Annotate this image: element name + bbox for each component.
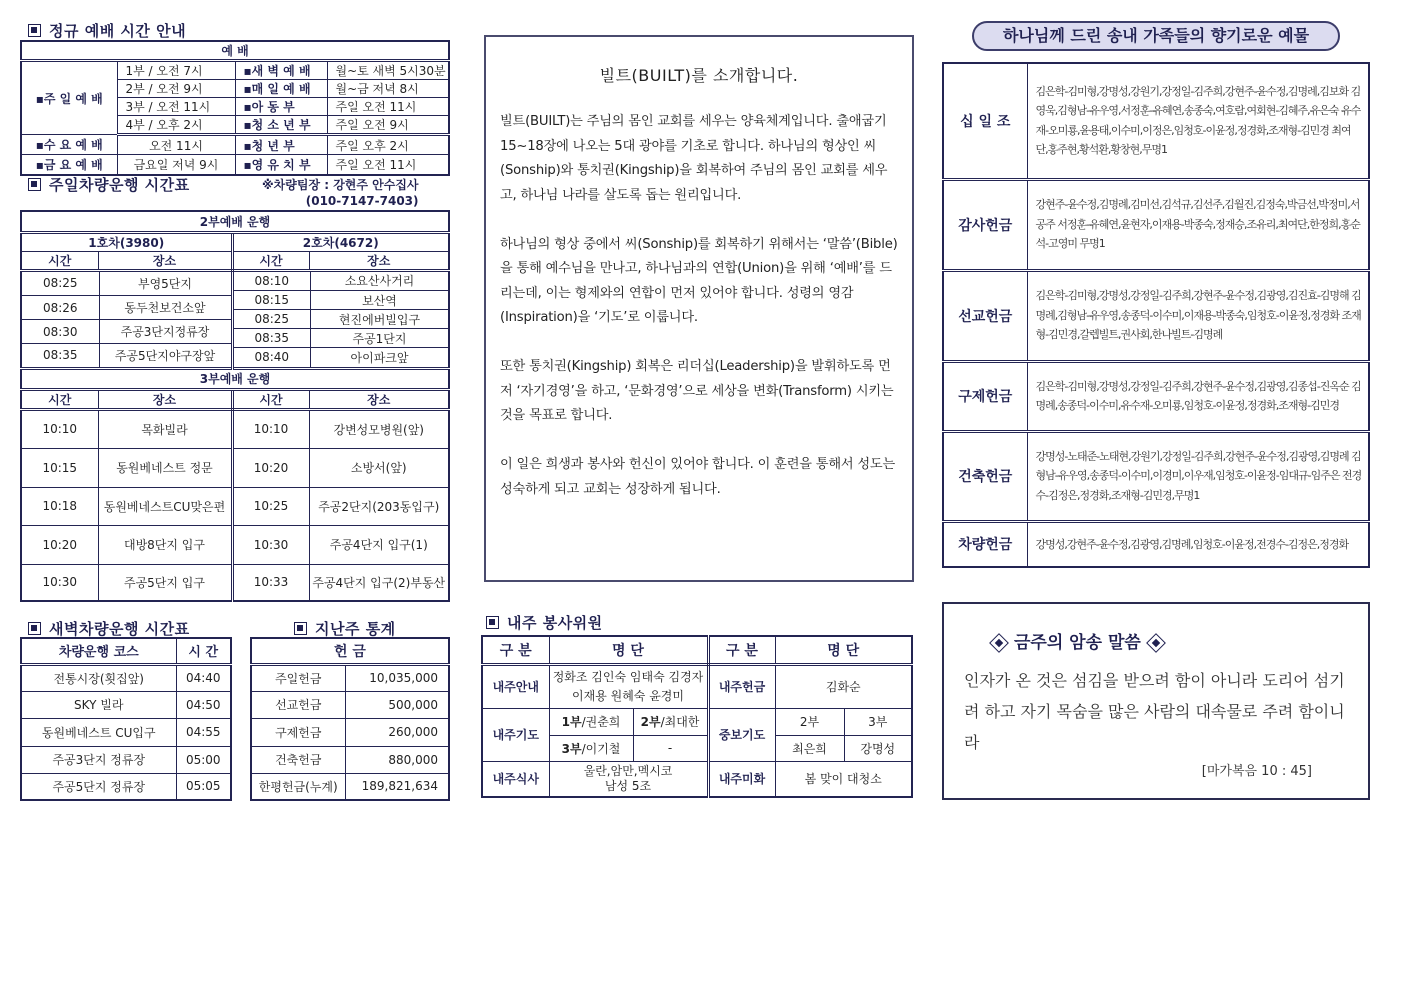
table-row: 10:30 주공5단지 입구 10:33 주공4단지 입구(2)부동산 (21, 564, 449, 601)
memory-verse-text: 인자가 온 것은 섬김을 받으려 함이 아니라 도리어 섬기려 하고 자기 목숨을 많은 사람의 대속물로 주려 함이니라 (964, 671, 1345, 752)
volunteers-table: 구 분 명 단 구 분 명 단 내주안내 정화조 김인숙 임태숙 김경자 이재용 원혜숙 윤경미 내주헌금 김화순 내주기도 1부/권춘희 2부/최대한 중보기도 2부 3부 3부/이기철 - 최은희 강명성 내주식사 울란,암만,멕시코 남성 5조 내주미화 봄 맞이 대청소 (481, 635, 913, 798)
table-row: 10:15 동원베네스트 정문 10:20 소방서(앞) (21, 448, 449, 487)
dawn-bus-table: 차량운행 코스 시 간 전통시장(횟집앞) 04:40 SKY 빌라 04:50 동원베네스트 CU입구 04:55 주공3단지 정류장 05:00 주공5단지 정류장 05:05 (20, 637, 232, 801)
offering-row: 십 일 조 김은학-김미형,강명성,강원기,강정일-김주희,강현주-윤수정,김명례,김보화 김영욱,김형남-유우영,서정훈-유혜연,송종숙,여호람,여회현-김혜주,유은숙 유수재-오미룡,윤용태,이수미,이정은,임청호-이윤정,정경화,조재형-김민경 최여단,홍주현,황석환,황창현,무명1 (943, 63, 1369, 179)
square-bullet-icon (486, 616, 499, 629)
table-row: 주공3단지 정류장 05:00 (21, 746, 231, 773)
offering-row: 구제헌금 김은학-김미형,강명성,강정일-김주희,강현주-윤수정,김광영,김종섭-진옥순 김명례,송종덕-이수미,유수재-오미룡,임청호-이윤정,정경화,조재형-김민경 (943, 361, 1369, 431)
square-bullet-icon (28, 622, 41, 635)
sunday-bus-heading: 주일차량운행 시간표 (28, 174, 190, 195)
table-row: 전통시장(횟집앞) 04:40 (21, 664, 231, 691)
table-row: 10:20 대방8단지 입구 10:30 주공4단지 입구(1) (21, 525, 449, 564)
dawn-bus-heading: 새벽차량운행 시간표 (28, 618, 190, 639)
row-label: ▪주 일 예 배 (21, 61, 117, 135)
memory-verse-reference: [마가복음 10 : 45] (1201, 764, 1312, 779)
square-bullet-icon (294, 622, 307, 635)
table-row: 주공5단지 정류장 05:05 (21, 773, 231, 800)
volunteers-heading: 내주 봉사위원 (486, 612, 603, 633)
stats-heading: 지난주 통계 (294, 618, 396, 639)
table-row: 동원베네스트 CU입구 04:55 (21, 718, 231, 746)
table-row: 한평헌금(누계) 189,821,634 (251, 773, 449, 800)
memory-verse-box (942, 602, 1370, 800)
worship-schedule-heading: 정규 예배 시간 안내 (28, 20, 186, 41)
table-header: 예 배 (21, 41, 449, 61)
offering-row: 감사헌금 강현주-윤수정,김명례,김미선,김석규,김선주,김월진,김정숙,박금선,박정미,서공주 서정훈-유혜연,윤현자,이재용-박종숙,정재승,조유리,최여단,한정희,홍순석-고영미 무명1 (943, 179, 1369, 270)
bus-manager-info: ※차량팀장 : 강현주 안수집사 (010-7147-7403) (262, 178, 419, 208)
built-intro-body: 빌트(BUILT)는 주님의 몸인 교회를 세우는 양육체계입니다. 출애굽기 15~18장에 나오는 5대 광야를 기초로 합니다. 하나님의 형상인 씨(Sonship)와 통치권(Kingship)을 회복하여 주님의 몸인 교회를 세우고, 하나님 나라를 살도록 돕는 원리입니다. 하나님의 형상 중에서 씨(Sonship)를 회복하기 위해서는 ‘말씀’(Bible)을 통해 예수님을 만나고, 하나님과의 연합(Union)을 위해 ‘예배’를 드리는데, 이는 형제와의 연합이 먼저 있어야 합니다. 성령의 영감(Inspiration)을 ‘기도’로 이룹니다. 또한 통치권(Kingship) 회복은 리더십(Leadership)을 발휘하도록 먼저 ‘자기경영’을 하고, ‘문화경영’으로 세상을 변화(Transform) 시키는 것을 목표로 합니다. 이 일은 희생과 봉사와 헌신이 있어야 합니다. 이 훈련을 통해서 성도는 성숙하게 되고 교회는 성장하게 됩니다. (500, 114, 898, 497)
offerings-banner: 하나님께 드린 송내 가족들의 향기로운 예물 (972, 21, 1340, 51)
table-row: 10:18 동원베네스트CU맞은편 10:25 주공2단지(203동입구) (21, 487, 449, 525)
table-row: 구제헌금 260,000 (251, 718, 449, 746)
table-row: 주일헌금 10,035,000 (251, 664, 449, 691)
sunday-bus-table: 2부예배 운행 1호차(3980) 2호차(4672) 시간 장소 시간 장소 08:25 부영5단지 08:26 동두천보건소앞 08:30 주공3단지정류장 08:35 주공5단지야구장앞 08:10 소요산사거리 08:15 보산역 08:25 현진에버빌입구 08:35 주공1단지 08:40 아이파크앞 3부예배 운행 시간 장소 시간 장소 10:10 목화빌라 10:10 강변성모병원(앞) 10:15 동원베네스트 정문 10:20 소방서(앞) 10:18 동원베네스트CU맞은편 10:25 주공2단지(203동입구) 10:20 대방8단지 입구 10:30 주공4단지 입구(1) 10:30 주공5단지 입구 10:33 주공4단지 입구(2)부동산 (20, 210, 450, 602)
table-row: 10:10 목화빌라 10:10 강변성모병원(앞) (21, 409, 449, 448)
diamond-icon (989, 633, 1009, 653)
built-intro-title: 빌트(BUILT)를 소개합니다. (599, 66, 799, 85)
stats-table: 헌 금 주일헌금 10,035,000 선교헌금 500,000 구제헌금 260,000 건축헌금 880,000 한평헌금(누계) 189,821,634 (250, 637, 450, 801)
table-row: 선교헌금 500,000 (251, 691, 449, 718)
square-bullet-icon (28, 24, 41, 37)
square-bullet-icon (28, 178, 41, 191)
offerings-table (942, 62, 1370, 568)
built-intro-box (484, 35, 914, 582)
offering-row: 선교헌금 김은학-김미형,강명성,강정일-김주희,강현주-윤수정,김광영,김진효-김명해 김명례,김형남-유우영,송종덕-이수미,이재용-박종숙,임청호-이윤정,정경화 조재형-김민경,갈렙빌트,권사회,한나빌트-김명례 (943, 270, 1369, 361)
table-row: SKY 빌라 04:50 (21, 691, 231, 718)
offering-row: 차량헌금 강명성,강현주-윤수정,김광영,김명례,임청호-이윤정,전경수-김정은,정경화 (943, 521, 1369, 567)
diamond-icon (1146, 633, 1166, 653)
worship-schedule-table: 예 배 ▪주 일 예 배 1부 / 오전 7시 ▪새 벽 예 배 월~토 새벽 5시30분 2부 / 오전 9시 ▪매 일 예 배 월~금 저녁 8시 3부 / 오전 11시 ▪아 동 부 주일 오전 11시 4부 / 오후 2시 ▪청 소 년 부 주일 오전 9시 ▪수 요 예 배 오전 11시 ▪청 년 부 주일 오후 2시 ▪금 요 예 배 금요일 저녁 9시 ▪영 유 치 부 주일 오전 11시 (20, 40, 450, 176)
offering-row: 건축헌금 강명성-노태준-노태현,강원기,강정일-김주희,강현주-윤수정,김광영,김명례 김형남-유우영,송종덕-이수미,이경미,이우재,임청호-이윤정-임대규-임주은 전경수-김정은,정경화,조재형-김민경,무명1 (943, 431, 1369, 521)
memory-verse-title: 금주의 암송 말씀 (984, 628, 1368, 653)
table-row: 건축헌금 880,000 (251, 746, 449, 773)
